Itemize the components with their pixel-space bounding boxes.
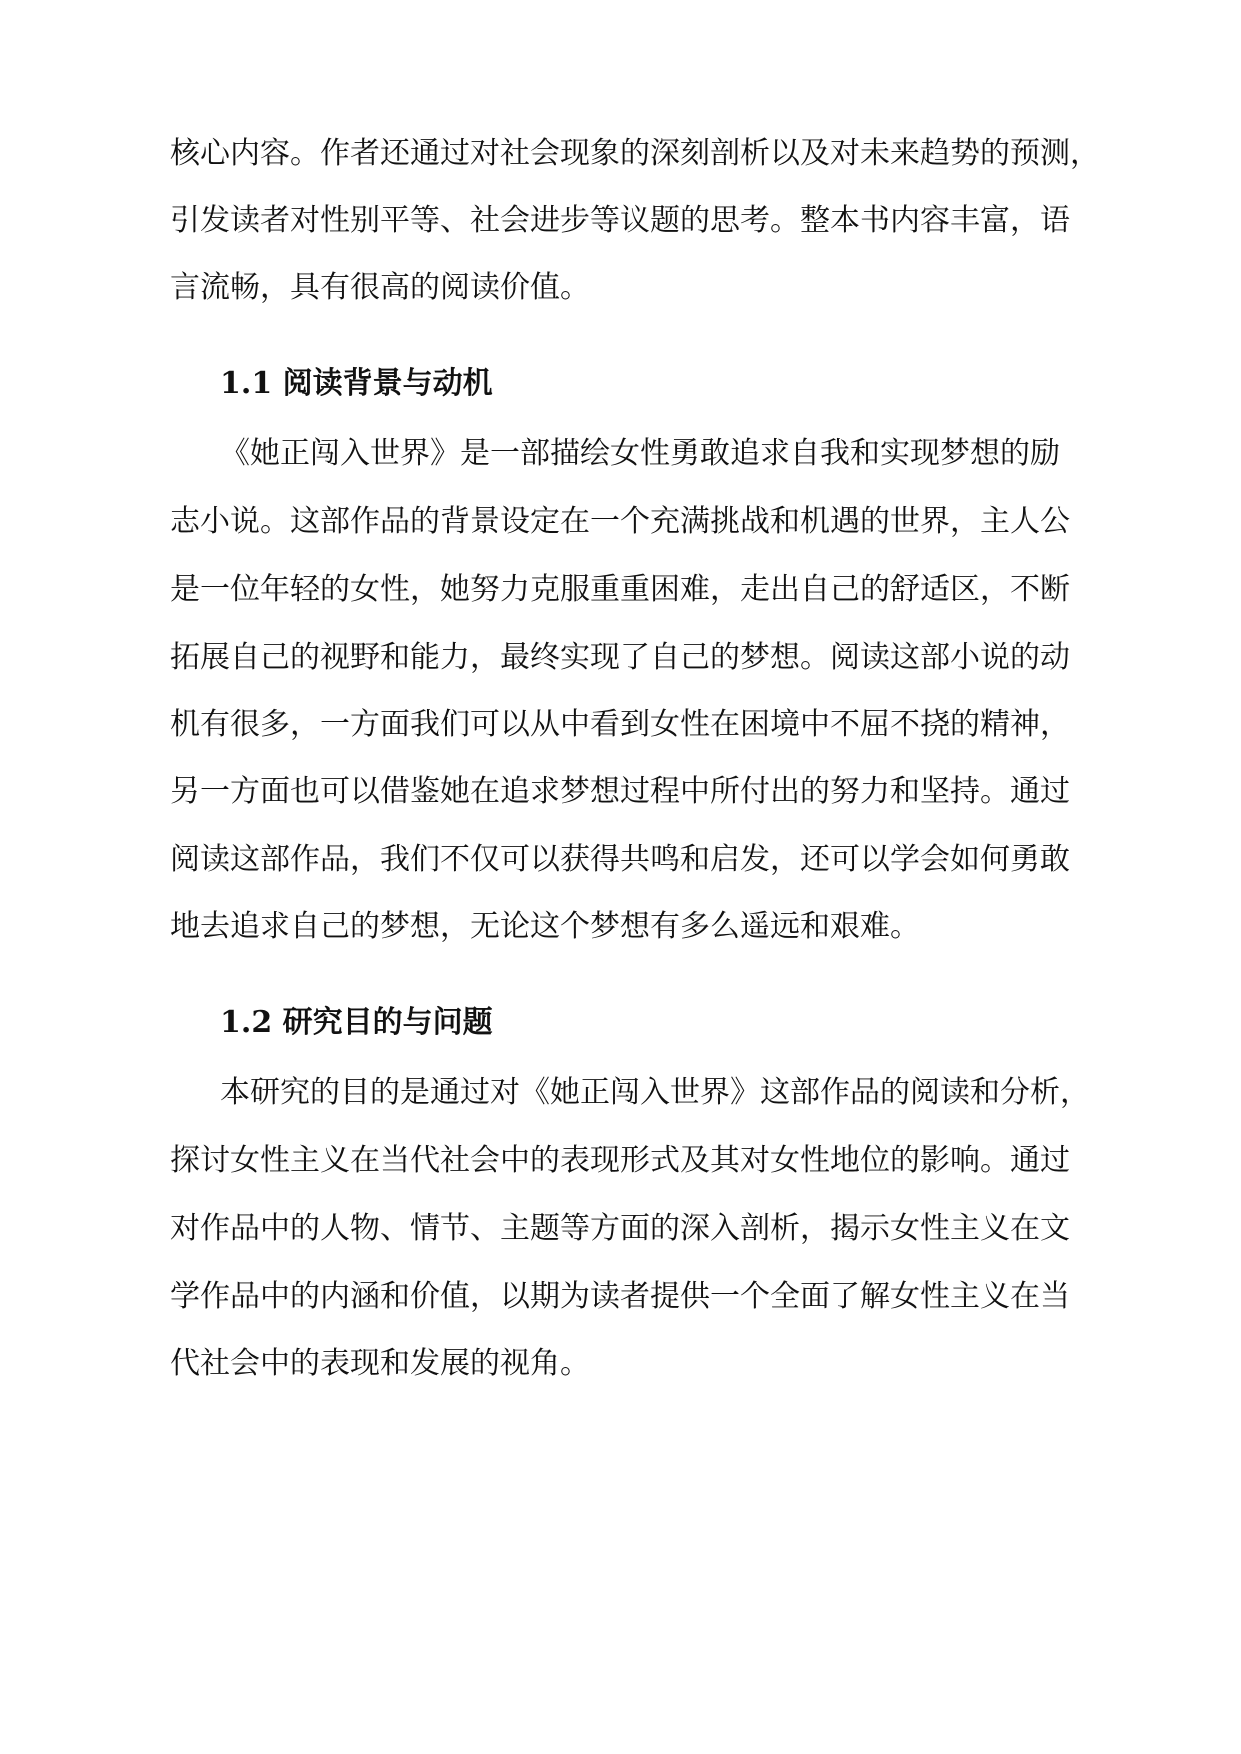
section-1-1-line-3: 是一位年轻的女性，她努力克服重重困难，走出自己的舒适区，不断 bbox=[170, 572, 1070, 607]
section-1-2-line-5: 代社会中的表现和发展的视角。 bbox=[170, 1346, 590, 1381]
intro-line-3: 言流畅，具有很高的阅读价值。 bbox=[170, 270, 590, 305]
section-1-1-line-4: 拓展自己的视野和能力，最终实现了自己的梦想。阅读这部小说的动 bbox=[170, 640, 1070, 675]
section-1-1-line-2: 志小说。这部作品的背景设定在一个充满挑战和机遇的世界，主人公 bbox=[170, 504, 1070, 539]
intro-line-1: 核心内容。作者还通过对社会现象的深刻剖析以及对未来趋势的预测， bbox=[170, 136, 1100, 171]
section-1-2-line-3: 对作品中的人物、情节、主题等方面的深入剖析，揭示女性主义在文 bbox=[170, 1211, 1070, 1246]
section-1-2-line-1: 本研究的目的是通过对《她正闯入世界》这部作品的阅读和分析， bbox=[220, 1075, 1090, 1110]
section-1-1-line-8: 地去追求自己的梦想，无论这个梦想有多么遥远和艰难。 bbox=[170, 909, 920, 944]
section-1-2-line-2: 探讨女性主义在当代社会中的表现形式及其对女性地位的影响。通过 bbox=[170, 1143, 1070, 1178]
section-1-2-line-4: 学作品中的内涵和价值，以期为读者提供一个全面了解女性主义在当 bbox=[170, 1279, 1070, 1314]
section-1-1-line-6: 另一方面也可以借鉴她在追求梦想过程中所付出的努力和坚持。通过 bbox=[170, 774, 1070, 809]
section-1-1-line-1: 《她正闯入世界》是一部描绘女性勇敢追求自我和实现梦想的励 bbox=[220, 436, 1060, 471]
section-1-1-line-7: 阅读这部作品，我们不仅可以获得共鸣和启发，还可以学会如何勇敢 bbox=[170, 842, 1070, 877]
section-1-2-heading: 1.2 研究目的与问题 bbox=[220, 1005, 493, 1040]
section-1-1-heading: 1.1 阅读背景与动机 bbox=[220, 366, 493, 401]
section-1-1-line-5: 机有很多，一方面我们可以从中看到女性在困境中不屈不挠的精神， bbox=[170, 707, 1070, 742]
intro-line-2: 引发读者对性别平等、社会进步等议题的思考。整本书内容丰富，语 bbox=[170, 203, 1070, 238]
